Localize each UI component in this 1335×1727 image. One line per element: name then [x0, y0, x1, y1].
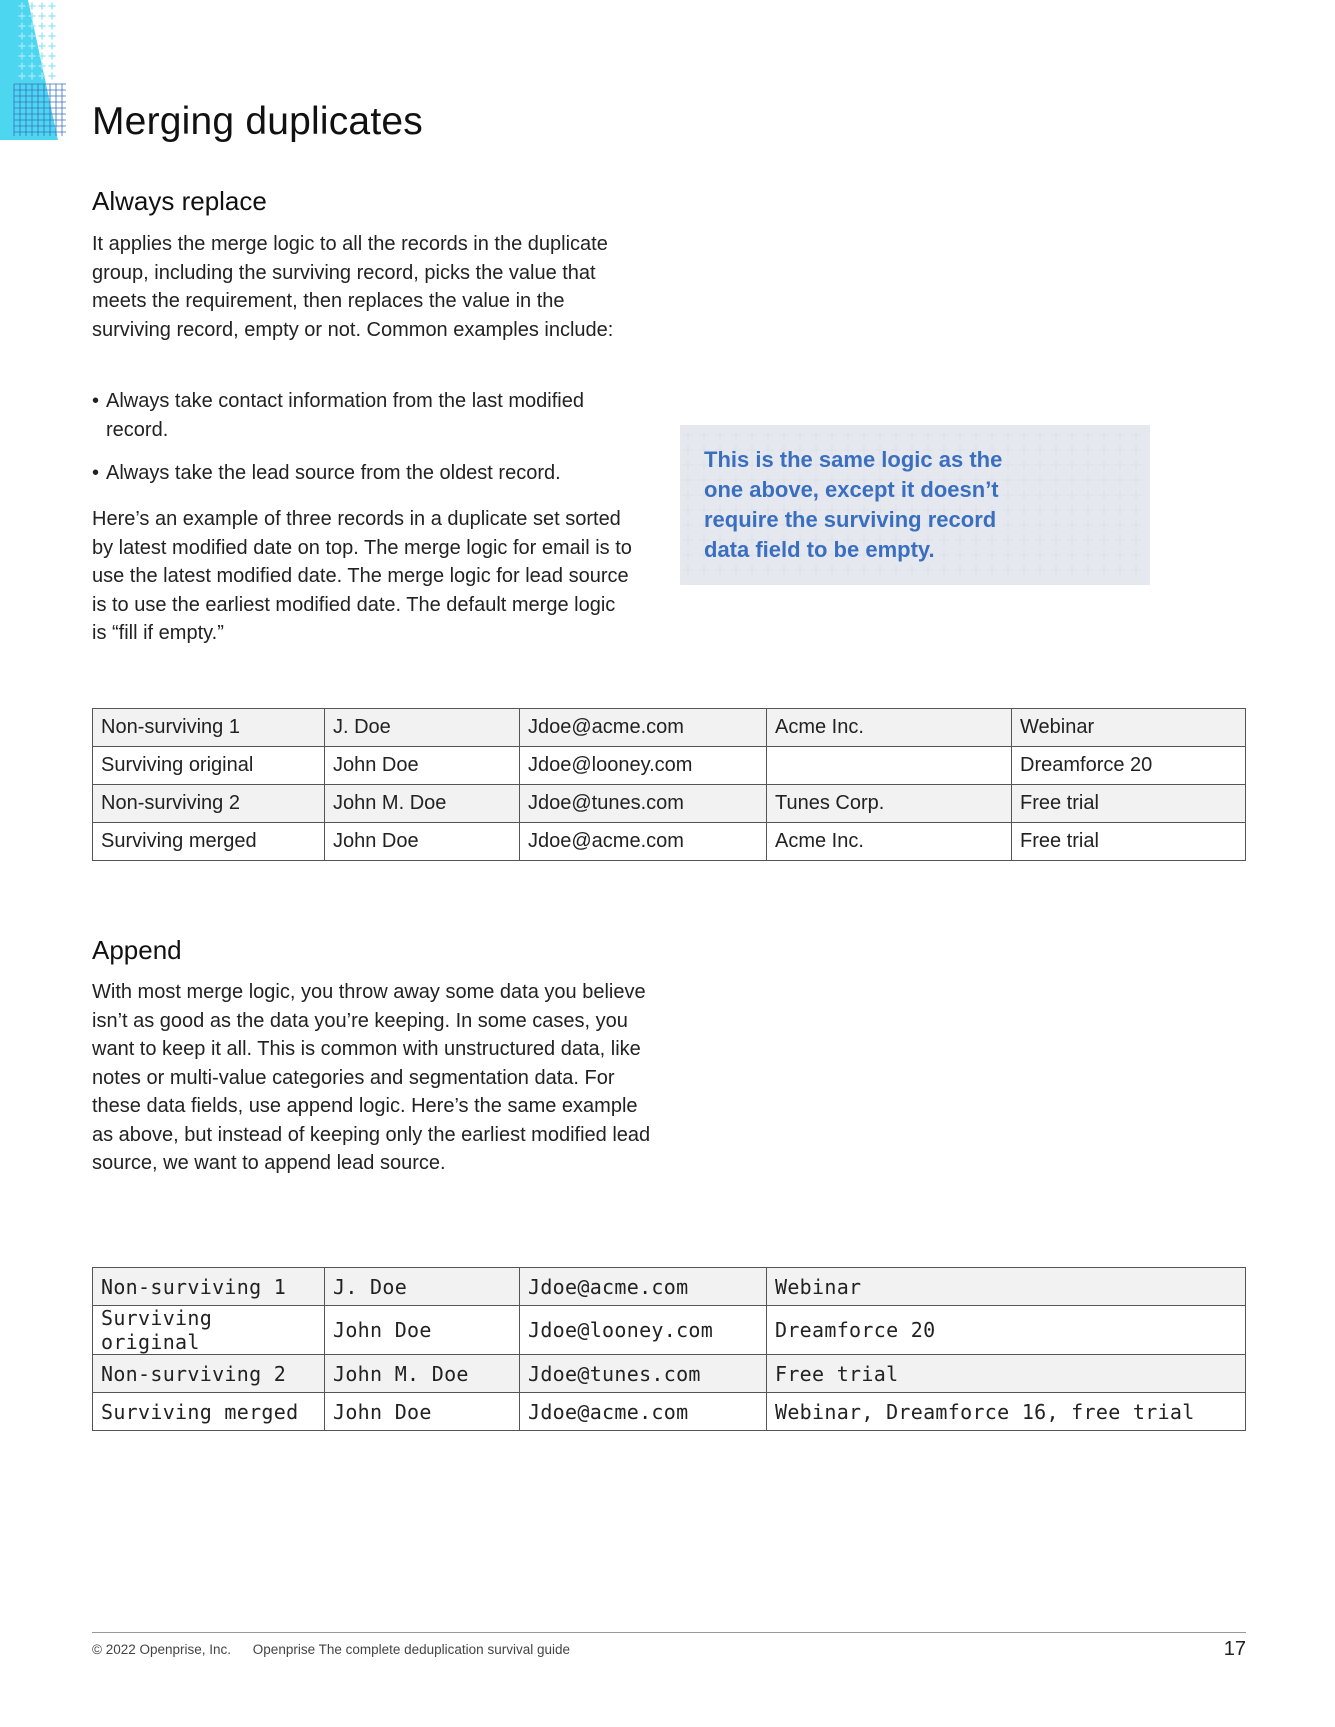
table-cell: John M. Doe — [325, 1355, 520, 1393]
callout-text: This is the same logic as the one above, except it doesn’t require the surviving record data field to be empty. — [704, 447, 1003, 562]
table-row — [93, 785, 1246, 823]
table-cell: Non-surviving 2 — [93, 785, 325, 823]
page-number: 17 — [1223, 1638, 1246, 1660]
always-replace-table — [92, 708, 1246, 861]
append-heading: Append — [92, 935, 182, 965]
append-table — [92, 1267, 1246, 1431]
table-cell: Free trial — [767, 1355, 1246, 1393]
table-cell: Webinar — [767, 1268, 1246, 1306]
table-cell: Jdoe@acme.com — [520, 1393, 767, 1431]
always-replace-heading: Always replace — [92, 186, 267, 216]
footer-copyright: © 2022 Openprise, Inc. — [92, 1642, 232, 1657]
table-cell: John M. Doe — [325, 785, 520, 823]
always-replace-intro: It applies the merge logic to all the records in the duplicate group, including the surviving record, picks the value that meets the requirement, then replaces the value in the surviving record, empty or not. Common examples include: — [92, 233, 614, 341]
table-cell: Dreamforce 20 — [1012, 747, 1246, 785]
table-cell: John Doe — [325, 747, 520, 785]
footer-divider — [92, 1632, 1246, 1633]
callout-box — [680, 425, 1150, 585]
table-row — [93, 709, 1246, 747]
table-cell: Free trial — [1012, 785, 1246, 823]
table-cell: Non-surviving 2 — [93, 1355, 325, 1393]
table-cell: Jdoe@tunes.com — [520, 1355, 767, 1393]
page-title: Merging duplicates — [92, 100, 423, 143]
append-body: With most merge logic, you throw away some data you believe isn’t as good as the data you’re keeping. In some cases, you want to keep it all. This is common with unstructured data, like notes or multi-value categories and segmentation data. For these data fields, use append logic. Here’s the same example as above, but instead of keeping only the earliest modified lead source, we want to append lead source. — [92, 981, 651, 1174]
examples-list — [92, 387, 632, 503]
table-cell: Jdoe@looney.com — [520, 747, 767, 785]
table-cell: Acme Inc. — [767, 823, 1012, 861]
always-replace-example: Here’s an example of three records in a duplicate set sorted by latest modified date on top. The merge logic for email is to use the latest modified date. The merge logic for lead source is to use the earliest modified date. The default merge logic is “fill if empty.” — [92, 508, 632, 644]
footer-guide-title: Openprise The complete deduplication survival guide — [252, 1642, 570, 1657]
table-cell: Surviving merged — [93, 823, 325, 861]
table-cell: John Doe — [325, 823, 520, 861]
table-cell — [767, 747, 1012, 785]
table-cell: Free trial — [1012, 823, 1246, 861]
table-cell: Tunes Corp. — [767, 785, 1012, 823]
table-row — [93, 823, 1246, 861]
footer-text — [92, 1642, 588, 1657]
table-cell: Acme Inc. — [767, 709, 1012, 747]
corner-decoration — [0, 0, 80, 140]
table-cell: Jdoe@acme.com — [520, 709, 767, 747]
table-cell: Jdoe@acme.com — [520, 823, 767, 861]
list-item: • Always take the lead source from the oldest record. — [92, 459, 632, 488]
table-cell: Jdoe@looney.com — [520, 1306, 767, 1355]
table-cell: John Doe — [325, 1393, 520, 1431]
table-cell: Webinar, Dreamforce 16, free trial — [767, 1393, 1246, 1431]
table-cell: Surviving merged — [93, 1393, 325, 1431]
table-row — [93, 1306, 1246, 1355]
table-cell: Webinar — [1012, 709, 1246, 747]
table-cell: Surviving original — [93, 1306, 325, 1355]
table-row — [93, 747, 1246, 785]
table-cell: Surviving original — [93, 747, 325, 785]
table-cell: John Doe — [325, 1306, 520, 1355]
table-cell: Non-surviving 1 — [93, 709, 325, 747]
table-row — [93, 1268, 1246, 1306]
table-cell: Dreamforce 20 — [767, 1306, 1246, 1355]
table-cell: J. Doe — [325, 709, 520, 747]
table-cell: J. Doe — [325, 1268, 520, 1306]
table-cell: Jdoe@tunes.com — [520, 785, 767, 823]
table-cell: Non-surviving 1 — [93, 1268, 325, 1306]
list-item: • Always take contact information from the last modified record. — [92, 387, 632, 444]
table-row — [93, 1355, 1246, 1393]
table-row — [93, 1393, 1246, 1431]
table-cell: Jdoe@acme.com — [520, 1268, 767, 1306]
